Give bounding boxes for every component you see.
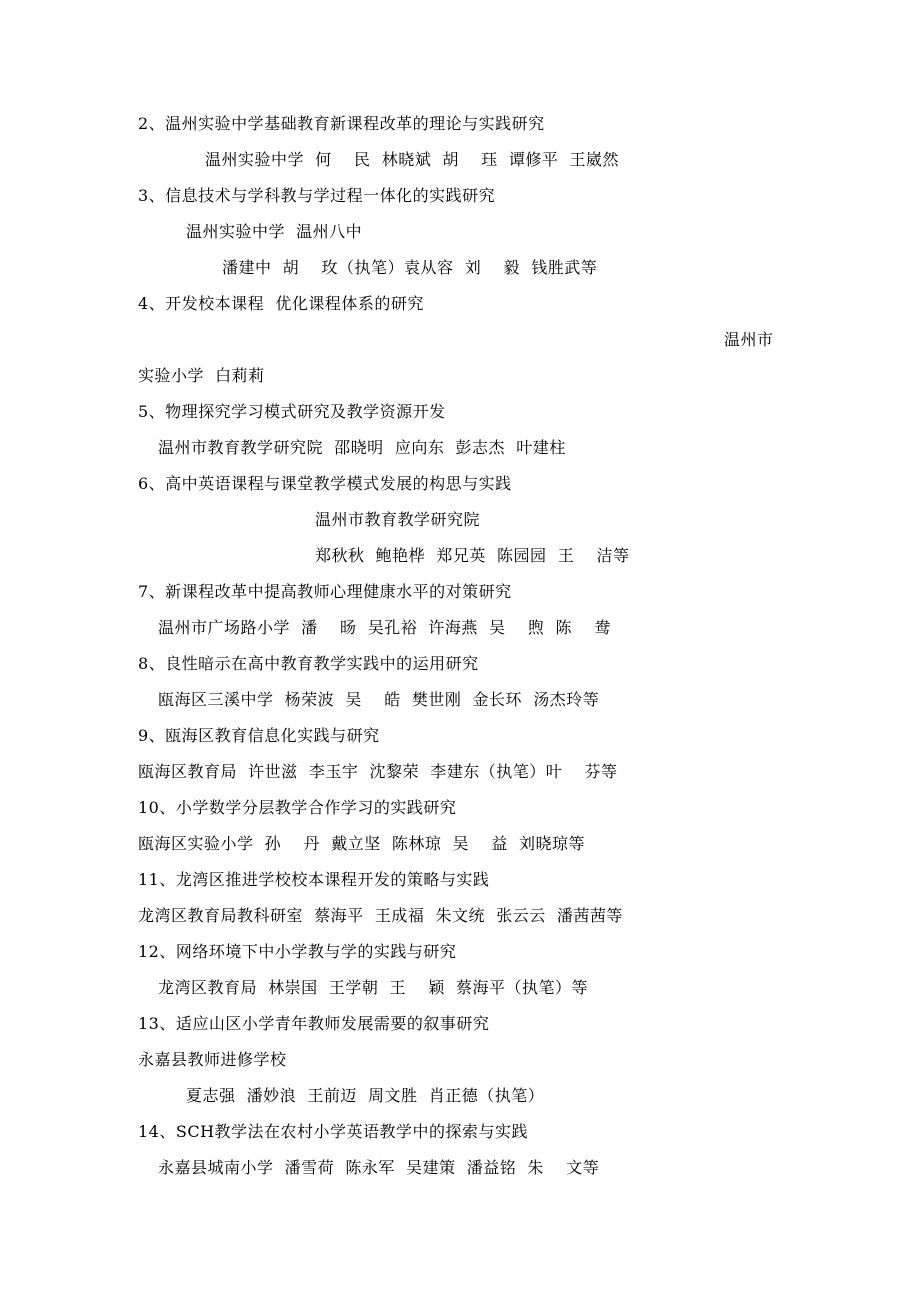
- entry-7-title: 7、新课程改革中提高教师心理健康水平的对策研究: [138, 582, 512, 601]
- entry-10-authors: 瓯海区实验小学 孙 丹 戴立坚 陈林琼 吴 益 刘晓琼等: [138, 834, 586, 853]
- entry-12-authors: 龙湾区教育局 林崇国 王学朝 王 颖 蔡海平（执笔）等: [158, 978, 589, 997]
- entry-7-authors: 温州市广场路小学 潘 旸 吴孔裕 许海燕 吴 煦 陈 鸯: [158, 618, 611, 637]
- entry-13-authors: 夏志强 潘妙浪 王前迈 周文胜 肖正德（执笔）: [186, 1086, 545, 1105]
- entry-5-title: 5、物理探究学习模式研究及教学资源开发: [138, 402, 446, 421]
- entry-6-school: 温州市教育教学研究院: [315, 510, 481, 529]
- entry-9-authors: 瓯海区教育局 许世滋 李玉宇 沈黎荣 李建东（执笔）叶 芬等: [138, 762, 618, 781]
- entry-14-authors: 永嘉县城南小学 潘雪荷 陈永军 吴建策 潘益铭 朱 文等: [158, 1158, 600, 1177]
- entry-5-authors: 温州市教育教学研究院 邵晓明 应向东 彭志杰 叶建柱: [158, 438, 566, 457]
- entry-13-school: 永嘉县教师进修学校: [138, 1050, 287, 1069]
- entry-11-authors: 龙湾区教育局教科研室 蔡海平 王成福 朱文统 张云云 潘茜茜等: [138, 906, 623, 925]
- entry-8-authors: 瓯海区三溪中学 杨荣波 吴 皓 樊世刚 金长环 汤杰玲等: [158, 690, 600, 709]
- entry-8-title: 8、良性暗示在高中教育教学实践中的运用研究: [138, 654, 479, 673]
- entry-4-title: 4、开发校本课程 优化课程体系的研究: [138, 294, 424, 313]
- entry-9-title: 9、瓯海区教育信息化实践与研究: [138, 726, 380, 745]
- entry-2-title: 2、温州实验中学基础教育新课程改革的理论与实践研究: [138, 114, 545, 133]
- entry-14-title: 14、SCH教学法在农村小学英语教学中的探索与实践: [138, 1122, 529, 1141]
- entry-3-title: 3、信息技术与学科教与学过程一体化的实践研究: [138, 186, 496, 205]
- entry-6-authors: 郑秋秋 鲍艳桦 郑兄英 陈园园 王 洁等: [315, 546, 630, 565]
- entry-6-title: 6、高中英语课程与课堂教学模式发展的构思与实践: [138, 474, 512, 493]
- entry-2-authors: 温州实验中学 何 民 林晓斌 胡 珏 谭修平 王崴然: [205, 150, 620, 169]
- entry-4-school-part1: 温州市: [724, 330, 774, 349]
- entry-3-schools: 温州实验中学 温州八中: [186, 222, 363, 241]
- entry-10-title: 10、小学数学分层教学合作学习的实践研究: [138, 798, 457, 817]
- entry-12-title: 12、网络环境下中小学教与学的实践与研究: [138, 942, 457, 961]
- entry-4-authors: 实验小学 白莉莉: [138, 366, 265, 385]
- entry-13-title: 13、适应山区小学青年教师发展需要的叙事研究: [138, 1014, 490, 1033]
- entry-11-title: 11、龙湾区推进学校校本课程开发的策略与实践: [138, 870, 490, 889]
- entry-3-authors: 潘建中 胡 玫（执笔）袁从容 刘 毅 钱胜武等: [222, 258, 598, 277]
